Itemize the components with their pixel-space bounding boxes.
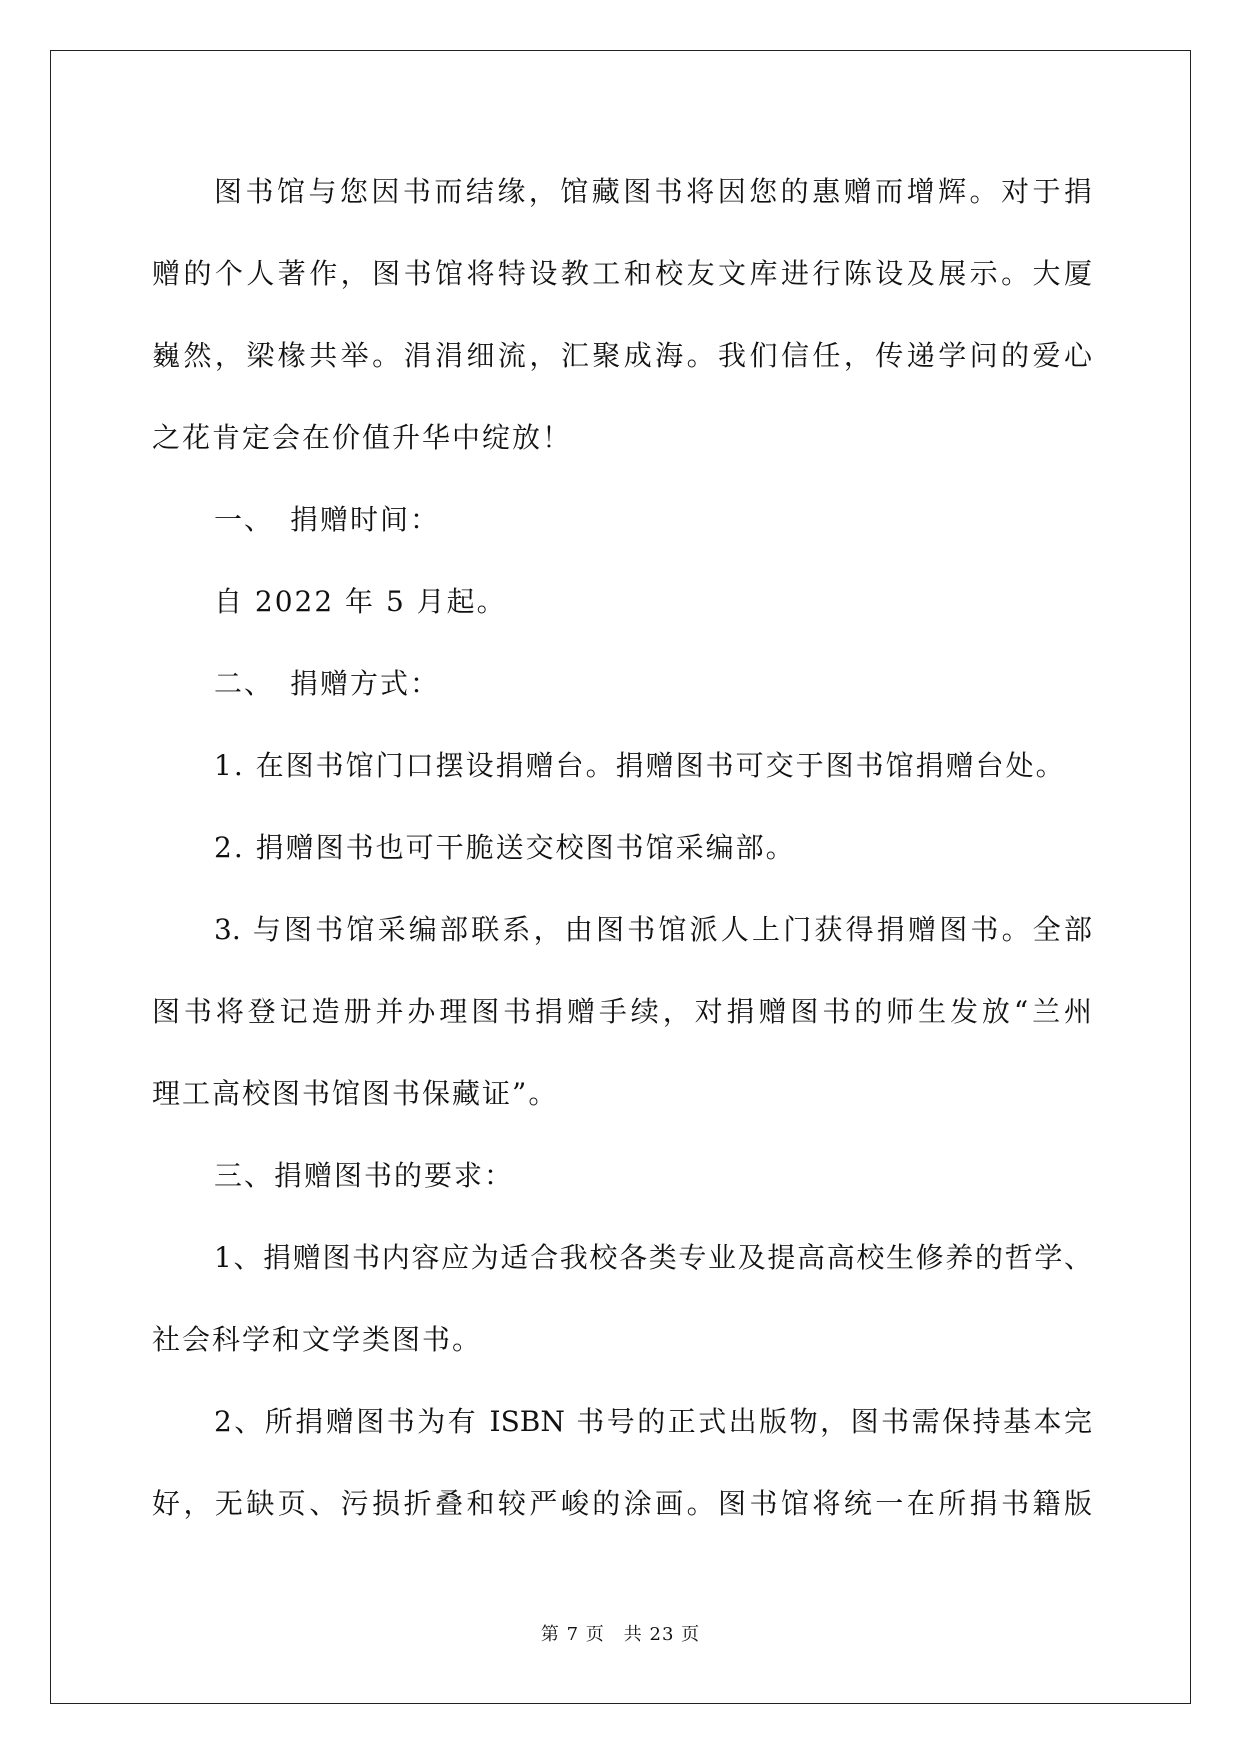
paragraph-line: 巍然，梁椽共举。涓涓细流，汇聚成海。我们信任，传递学问的爱心 (152, 339, 1092, 372)
list-item: 2、所捐赠图书为有 ISBN 书号的正式出版物，图书需保持基本完 (214, 1405, 1092, 1438)
list-item: 1、捐赠图书内容应为适合我校各类专业及提高高校生修养的哲学、 (214, 1241, 1092, 1274)
document-body (152, 157, 1092, 1551)
list-item: 1. 在图书馆门口摆设捐赠台。捐赠图书可交于图书馆捐赠台处。 (214, 749, 1066, 782)
list-item: 3. 与图书馆采编部联系，由图书馆派人上门获得捐赠图书。全部 (214, 913, 1092, 946)
paragraph-line: 图书将登记造册并办理图书捐赠手续，对捐赠图书的师生发放“兰州 (152, 995, 1092, 1028)
paragraph-line: 理工高校图书馆图书保藏证”。 (152, 1077, 559, 1110)
page-number: 第 7 页 共 23 页 (540, 1624, 701, 1645)
paragraph-line: 赠的个人著作，图书馆将特设教工和校友文库进行陈设及展示。大厦 (152, 257, 1092, 290)
section-heading: 一、 捐赠时间： (214, 503, 441, 536)
paragraph-line: 社会科学和文学类图书。 (152, 1323, 483, 1356)
paragraph-line: 好，无缺页、污损折叠和较严峻的涂画。图书馆将统一在所捐书籍版 (152, 1487, 1092, 1520)
section-heading: 三、捐赠图书的要求： (214, 1159, 515, 1192)
paragraph-line: 之花肯定会在价值升华中绽放！ (152, 421, 573, 454)
paragraph-line: 图书馆与您因书而结缘，馆藏图书将因您的惠赠而增辉。对于捐 (214, 175, 1092, 208)
paragraph-line: 自 2022 年 5 月起。 (214, 585, 507, 618)
list-item: 2. 捐赠图书也可干脆送交校图书馆采编部。 (214, 831, 796, 864)
section-heading: 二、 捐赠方式： (214, 667, 441, 700)
